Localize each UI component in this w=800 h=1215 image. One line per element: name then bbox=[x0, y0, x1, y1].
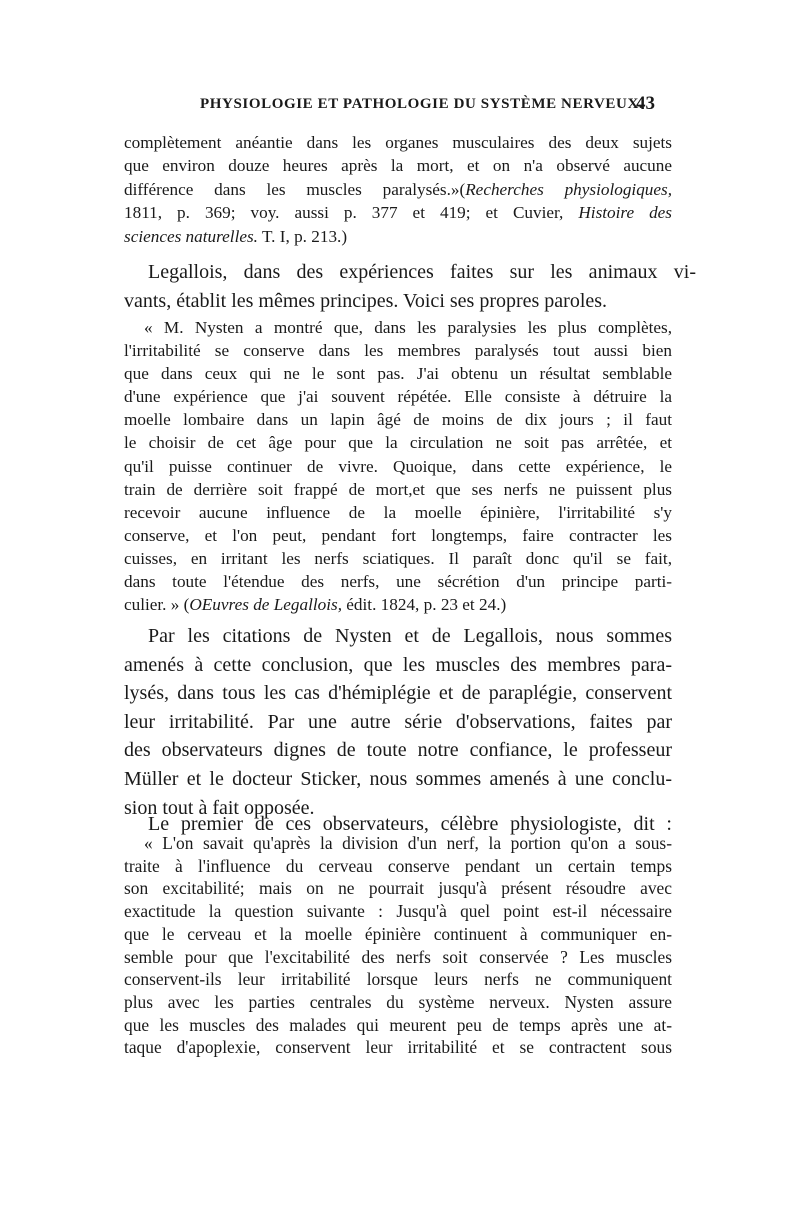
text-line: que le cerveau et la moelle épinière continuent à communiquer en- bbox=[124, 923, 672, 944]
text-line: « L'on savait qu'après la division d'un nerf, la portion qu'on a sous- bbox=[144, 833, 672, 853]
text-line: l'irritabilité se conserve dans les membres paralysés tout aussi bien bbox=[124, 341, 672, 361]
text-line: Legallois, dans des expériences faites sur les animaux vi- bbox=[148, 261, 696, 283]
text-line: sciences naturelles. T. I, p. 213.) bbox=[124, 226, 348, 246]
text-line: conserve, et l'on peut, pendant fort longtemps, faire contracter les bbox=[124, 525, 672, 545]
text-line: amenés à cette conclusion, que les muscles des membres para- bbox=[124, 653, 672, 676]
text-line: son excitabilité; mais on ne pourrait jusqu'à présent résoudre avec bbox=[124, 878, 672, 899]
paragraph-conclusion bbox=[124, 622, 672, 822]
text-line: vants, établit les mêmes principes. Voici ses propres paroles. bbox=[124, 290, 608, 312]
text-line: d'une expérience que j'ai souvent répétée. Elle consiste à détruire la bbox=[124, 387, 672, 407]
text-line: des observateurs dignes de toute notre confiance, le professeur bbox=[124, 739, 672, 762]
text-line: traite à l'influence du cerveau conserve pendant un certain temps bbox=[124, 855, 672, 876]
text-line: sion tout à fait opposée. bbox=[124, 796, 315, 819]
text-line: Müller et le docteur Sticker, nous sommes amenés à une conclu- bbox=[124, 767, 672, 790]
text-line: conservent-ils leur irritabilité lorsque leurs nerfs ne communiquent bbox=[124, 969, 672, 990]
paragraph-quote-muller bbox=[124, 832, 672, 1059]
text-line: que les muscles des malades qui meurent peu de temps après une at- bbox=[124, 1014, 672, 1035]
text-line: recevoir aucune influence de la moelle épinière, l'irritabilité s'y bbox=[124, 502, 672, 522]
text-line: train de derrière soit frappé de mort,et que ses nerfs ne puissent plus bbox=[124, 479, 672, 499]
text-line: cuisses, en irritant les nerfs sciatiques. Il paraît donc qu'il se fait, bbox=[124, 548, 672, 568]
citation-title: Recherches physiologiques, bbox=[465, 179, 672, 199]
text-line: « M. Nysten a montré que, dans les paralysies les plus complètes, bbox=[144, 318, 672, 337]
citation-title: Histoire des bbox=[578, 203, 672, 223]
text-line: qu'il puisse continuer de vivre. Quoique, dans cette expérience, le bbox=[124, 456, 672, 476]
text-line: Par les citations de Nysten et de Legallois, nous sommes bbox=[148, 625, 672, 647]
text-line: plus avec les parties centrales du système nerveux. Nysten assure bbox=[124, 991, 672, 1012]
paragraph-quote-nysten bbox=[124, 316, 672, 616]
page-number: 43 bbox=[636, 93, 655, 114]
paragraph-quote-continuation bbox=[124, 131, 672, 248]
text-line: le choisir de cet âge pour que la circulation ne soit pas arrêtée, et bbox=[124, 433, 672, 453]
text-line: exactitude la question suivante : Jusqu'à quel point est-il nécessaire bbox=[124, 901, 672, 922]
paragraph-legallois bbox=[124, 258, 696, 316]
citation-title: OEuvres de Legallois, bbox=[189, 595, 342, 615]
text-line: différence dans les muscles paralysés.»(Recherches physiologiques, bbox=[124, 179, 672, 199]
text-line: taque d'apoplexie, conservent leur irritabilité et se contractent sous bbox=[124, 1037, 672, 1058]
text-line: culier. » (OEuvres de Legallois, édit. 1824, p. 23 et 24.) bbox=[124, 595, 507, 615]
running-title: PHYSIOLOGIE ET PATHOLOGIE DU SYSTÈME NERVEUX. bbox=[200, 96, 644, 112]
text-line: lysés, dans tous les cas d'hémiplégie et de paraplégie, conservent bbox=[124, 682, 672, 705]
text-line: leur irritabilité. Par une autre série d'observations, faites par bbox=[124, 710, 672, 733]
text-line: que environ douze heures après la mort, et on n'a observé aucune bbox=[124, 156, 672, 176]
text-line: 1811, p. 369; voy. aussi p. 377 et 419; et Cuvier, Histoire des bbox=[124, 203, 672, 223]
text-line: dans toute l'étendue des nerfs, une sécrétion d'un principe parti- bbox=[124, 572, 672, 592]
citation-title: sciences naturelles. bbox=[124, 226, 258, 246]
text-line: que dans ceux qui ne le sont pas. J'ai obtenu un résultat semblable bbox=[124, 364, 672, 384]
text-line: semble pour que l'excitabilité des nerfs soit conservée ? Les muscles bbox=[124, 946, 672, 967]
text-line: complètement anéantie dans les organes musculaires des deux sujets bbox=[124, 133, 672, 152]
text-line: Le premier de ces observateurs, célèbre physiologiste, dit : bbox=[148, 813, 672, 835]
text-line: moelle lombaire dans un lapin âgé de moins de dix jours ; il faut bbox=[124, 410, 672, 430]
running-header bbox=[200, 93, 655, 114]
